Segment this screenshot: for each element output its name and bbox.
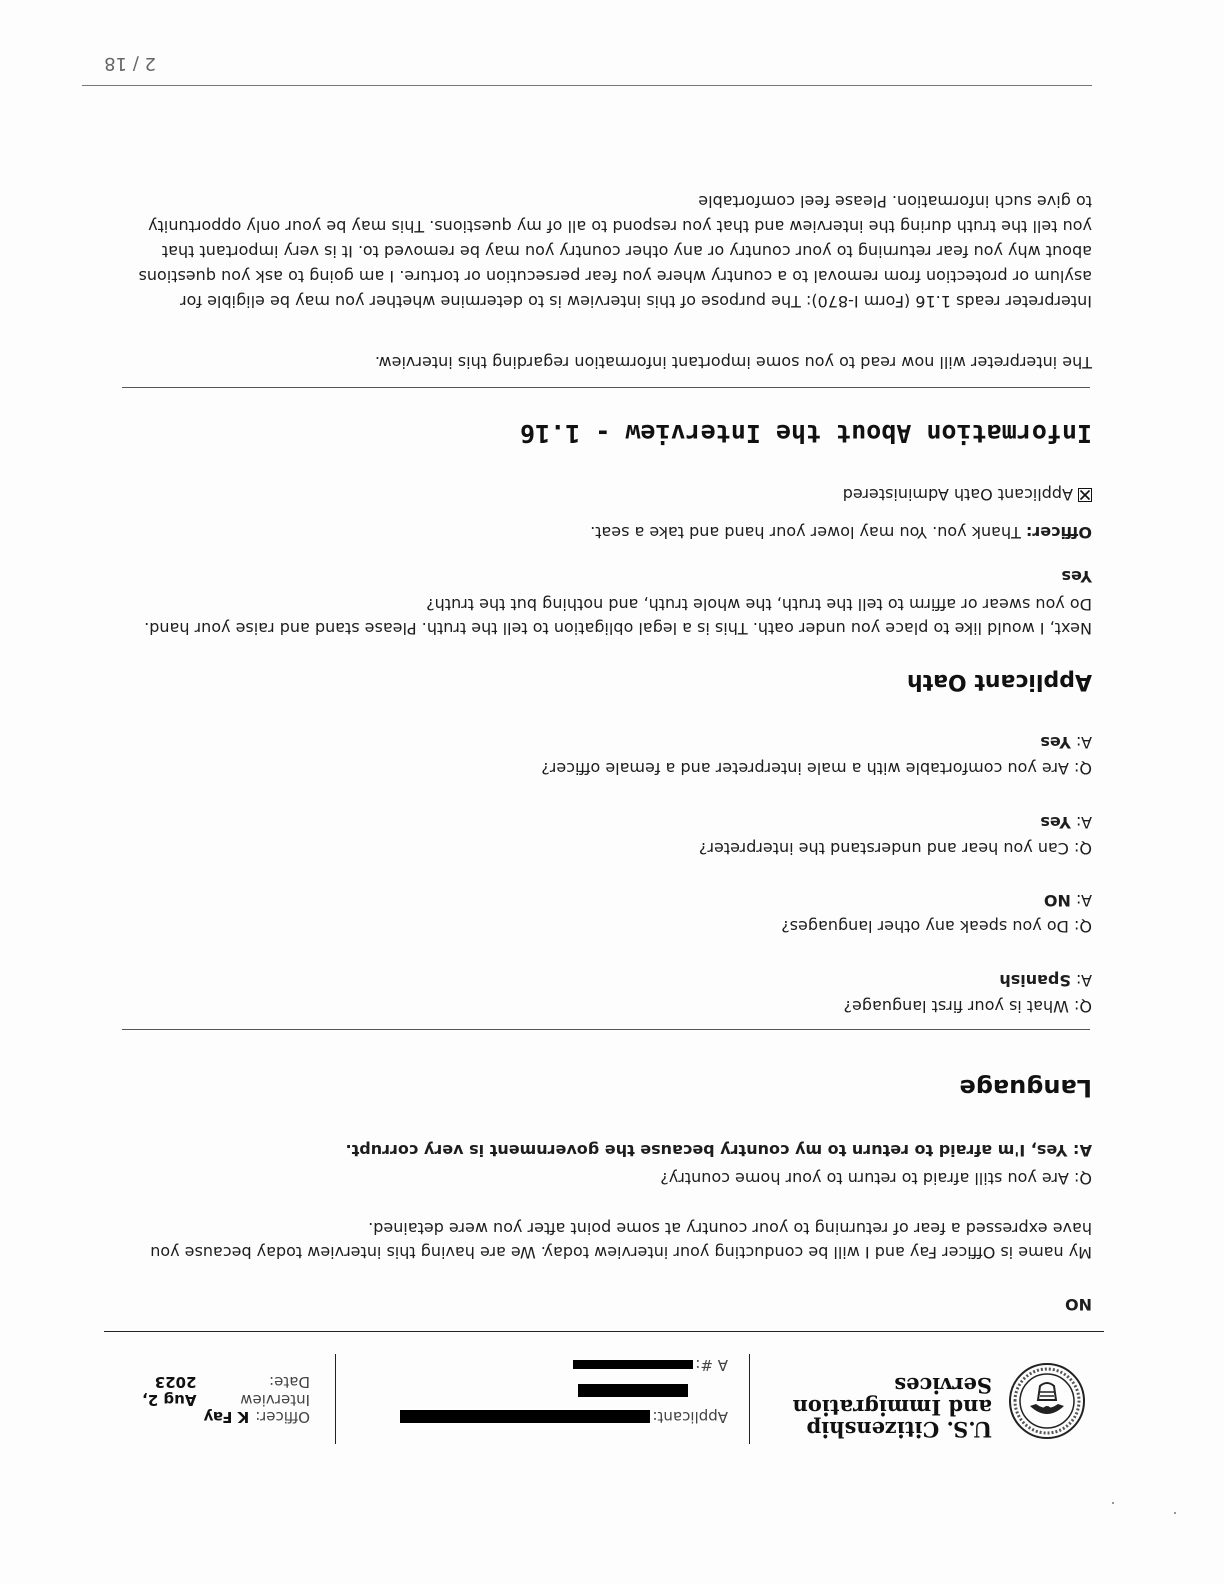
- info-heading: Information About the Interview - 1.16: [520, 419, 1092, 448]
- officer-statement-label: Officer:: [1025, 523, 1092, 542]
- answer: [132, 810, 1092, 834]
- answer-value: NO: [1043, 891, 1071, 910]
- language-heading: Language: [959, 1074, 1092, 1102]
- applicant-label: Applicant:: [652, 1408, 728, 1426]
- answer: [132, 888, 1092, 912]
- answer: [132, 968, 1092, 992]
- anumber-label: A #:: [695, 1356, 728, 1374]
- interview-date-value: Aug 2, 2023: [142, 1373, 197, 1409]
- question: Q: Do you speak any other languages?: [781, 917, 1092, 936]
- header-divider: [335, 1354, 336, 1444]
- section-rule: [122, 387, 1090, 388]
- question: Q: Can you hear and understand the interpreter?: [698, 839, 1092, 858]
- scan-speck: [1174, 1512, 1176, 1514]
- info-intro-line: The interpreter will now read to you some important information regarding this interview.: [374, 353, 1092, 372]
- officer-block: [102, 1373, 310, 1430]
- oath-checkbox-label: Applicant Oath Administered: [842, 485, 1073, 504]
- intro-paragraph: My name is Officer Fay and I will be conducting your interview today. We are having this interview today because you have expressed a fear of returning to your country at some point after you were detained.: [150, 1219, 1092, 1262]
- info-paragraph: Interpreter reads 1.16 (Form I-870): The purpose of this interview is to determine whether you may be eligible for asylum or protection from removal to a country where you fear persecution or torture. I am going to ask you questions about why you fear returning to your country or any other country you may be removed to. It is very important that you tell the truth during the interview and that you respond to all of my questions. This may be your only opportunity to give such information. Please feel comfortable: [138, 192, 1092, 311]
- oath-checkbox-row: [132, 482, 1092, 506]
- intro-answer: A: Yes, I'm afraid to return to my country because the government is very corrupt.: [345, 1141, 1092, 1160]
- scan-speck: [1112, 1502, 1114, 1504]
- officer-statement-text: Thank you. You may lower your hand and take a seat.: [590, 523, 1026, 542]
- interview-date-label: Interview Date:: [240, 1373, 310, 1409]
- answer: [132, 730, 1092, 754]
- agency-name: [762, 1374, 992, 1440]
- answer-value: Yes: [1040, 733, 1071, 752]
- dhs-seal-icon: [1008, 1362, 1086, 1440]
- agency-line-1: U.S. Citizenship: [806, 1417, 992, 1442]
- footer-rule: [82, 85, 1092, 86]
- answer-prefix: A:: [1070, 733, 1092, 752]
- question: Q: What is your first language?: [843, 997, 1092, 1016]
- oath-checkbox[interactable]: [1078, 488, 1092, 502]
- agency-line-3: Services: [894, 1373, 992, 1398]
- answer-value: Yes: [1040, 813, 1071, 832]
- redaction-bar: [400, 1411, 650, 1424]
- officer-statement: [132, 520, 1092, 544]
- document-header: [102, 1354, 1092, 1444]
- officer-value: K Fay: [203, 1408, 250, 1426]
- redaction-bar: [578, 1385, 688, 1398]
- checkbox-x-icon: [1079, 489, 1091, 501]
- oath-paragraph: Next, I would like to place you under oath. This is a legal obligation to tell the truth. Please stand and raise your hand. Do you swear or affirm to tell the truth, the whole truth, and nothing but the truth?: [144, 595, 1092, 638]
- officer-label: Officer:: [255, 1408, 310, 1426]
- answer-prefix: A:: [1070, 813, 1092, 832]
- answer-prefix: A:: [1070, 891, 1092, 910]
- applicant-block: [400, 1352, 728, 1430]
- page-number: 2 / 18: [104, 53, 156, 74]
- header-rule: [104, 1331, 1104, 1332]
- oath-heading: Applicant Oath: [906, 669, 1092, 694]
- header-divider: [749, 1354, 750, 1444]
- intro-question: Q: Are you still afraid to return to your home country?: [660, 1169, 1092, 1188]
- answer-value: Spanish: [999, 971, 1071, 990]
- oath-answer: Yes: [1061, 567, 1092, 586]
- agency-line-2: and Immigration: [792, 1395, 992, 1420]
- prior-answer: NO: [1065, 1295, 1092, 1314]
- redaction-bar: [573, 1361, 693, 1370]
- answer-prefix: A:: [1070, 971, 1092, 990]
- section-rule: [122, 1029, 1090, 1030]
- question: Q: Are you comfortable with a male interpreter and a female officer?: [541, 759, 1092, 778]
